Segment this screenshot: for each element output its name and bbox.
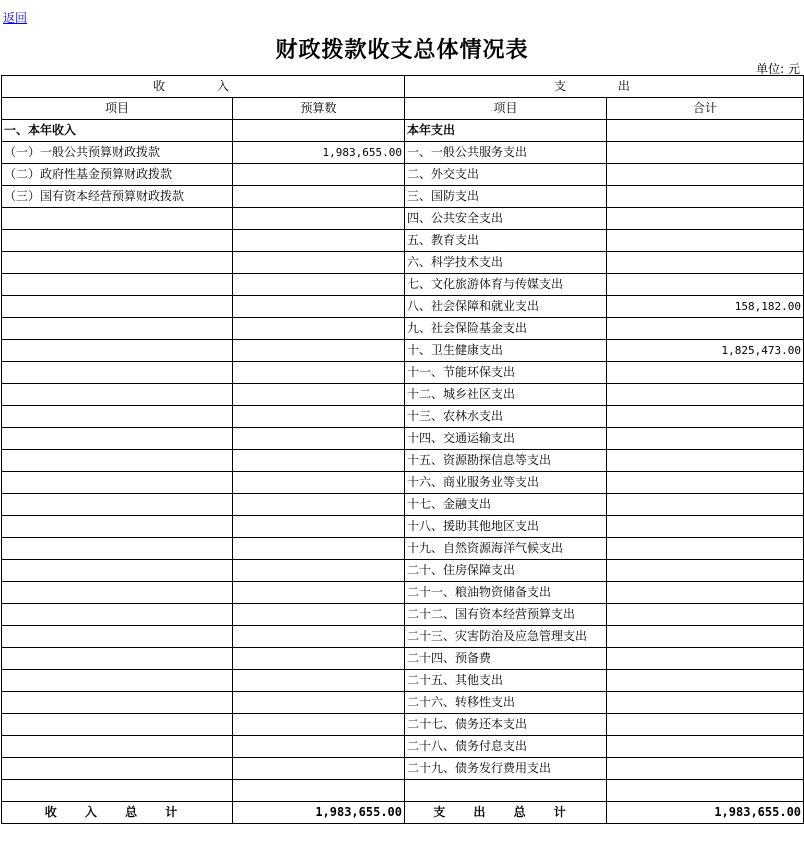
table-row [2,758,804,780]
income-budget-cell [233,362,405,384]
income-budget-cell [233,780,405,802]
income-item-cell [2,516,233,538]
expense-item-cell: 十二、城乡社区支出 [405,384,607,406]
expense-total-cell [607,406,804,428]
income-item-cell: （一）一般公共预算财政拨款 [2,142,233,164]
table-row [2,164,804,186]
expense-item-cell: 二十一、粮油物资储备支出 [405,582,607,604]
income-budget-cell [233,670,405,692]
income-budget-cell [233,736,405,758]
expense-total-cell [607,538,804,560]
income-budget-cell [233,582,405,604]
table-row [2,560,804,582]
table-row [2,252,804,274]
income-item-cell [2,780,233,802]
expense-item-cell: 九、社会保险基金支出 [405,318,607,340]
expense-total-cell [607,120,804,142]
col-header-budget: 预算数 [233,98,405,120]
expense-item-cell: 十九、自然资源海洋气候支出 [405,538,607,560]
income-budget-cell [233,472,405,494]
expense-item-cell: 十八、援助其他地区支出 [405,516,607,538]
table-row [2,736,804,758]
expense-item-cell: 二十五、其他支出 [405,670,607,692]
income-item-cell [2,692,233,714]
income-budget-cell [233,538,405,560]
income-item-cell [2,406,233,428]
income-budget-cell [233,186,405,208]
income-item-cell [2,428,233,450]
expense-total-cell [607,516,804,538]
income-budget-cell [233,164,405,186]
unit-label: 单位: 元 [756,62,800,76]
income-budget-cell [233,626,405,648]
expense-total-cell [607,758,804,780]
expense-item-cell: 二、外交支出 [405,164,607,186]
income-budget-cell [233,714,405,736]
expense-item-cell: 二十九、债务发行费用支出 [405,758,607,780]
table-row [2,318,804,340]
income-item-cell [2,626,233,648]
table-row [2,626,804,648]
expense-total-cell [607,494,804,516]
total-expense-label: 支 出 总 计 [405,802,607,824]
table-row [2,428,804,450]
expense-total-cell [607,560,804,582]
income-item-cell [2,758,233,780]
income-item-cell [2,318,233,340]
income-item-cell [2,538,233,560]
expense-item-cell: 十七、金融支出 [405,494,607,516]
table-row [2,714,804,736]
expense-total-cell [607,648,804,670]
table-row [2,538,804,560]
income-budget-cell [233,758,405,780]
income-item-cell [2,670,233,692]
income-budget-cell [233,296,405,318]
table-row [2,230,804,252]
expense-item-cell: 一、一般公共服务支出 [405,142,607,164]
expense-section-header: 支 出 [405,76,804,98]
income-budget-cell [233,318,405,340]
income-budget-cell [233,384,405,406]
expense-total-cell: 158,182.00 [607,296,804,318]
expense-item-cell: 十六、商业服务业等支出 [405,472,607,494]
income-section-header: 收 入 [2,76,405,98]
expense-item-cell: 本年支出 [405,120,607,142]
income-budget-cell [233,252,405,274]
total-expense-value: 1,983,655.00 [607,802,804,824]
expense-item-cell: 十三、农林水支出 [405,406,607,428]
income-item-cell: （三）国有资本经营预算财政拨款 [2,186,233,208]
expense-total-cell [607,604,804,626]
income-budget-cell [233,406,405,428]
total-income-label: 收 入 总 计 [2,802,233,824]
income-budget-cell [233,428,405,450]
expense-item-cell: 二十、住房保障支出 [405,560,607,582]
expense-total-cell [607,736,804,758]
totals-row [2,802,804,824]
expense-item-cell: 二十四、预备费 [405,648,607,670]
expense-total-cell [607,208,804,230]
back-link[interactable]: 返回 [3,11,28,25]
table-row [2,362,804,384]
expense-total-cell [607,142,804,164]
expense-item-cell: 十五、资源勘探信息等支出 [405,450,607,472]
expense-total-cell [607,318,804,340]
expense-total-cell [607,428,804,450]
income-item-cell [2,560,233,582]
expense-total-cell: 1,825,473.00 [607,340,804,362]
income-budget-cell [233,692,405,714]
income-item-cell [2,582,233,604]
income-item-cell [2,340,233,362]
income-item-cell [2,252,233,274]
table-row [2,186,804,208]
income-item-cell [2,472,233,494]
income-item-cell [2,230,233,252]
expense-total-cell [607,384,804,406]
col-header-total: 合计 [607,98,804,120]
income-budget-cell [233,494,405,516]
income-item-cell [2,362,233,384]
income-item-cell [2,450,233,472]
column-header-row [2,98,804,120]
table-row [2,604,804,626]
expense-total-cell [607,164,804,186]
table-row [2,340,804,362]
income-budget-cell [233,648,405,670]
expense-item-cell: 四、公共安全支出 [405,208,607,230]
expense-item-cell: 十、卫生健康支出 [405,340,607,362]
expense-total-cell [607,450,804,472]
income-item-cell [2,296,233,318]
expense-total-cell [607,670,804,692]
expense-total-cell [607,780,804,802]
income-budget-cell [233,208,405,230]
income-item-cell [2,494,233,516]
expense-total-cell [607,274,804,296]
table-row [2,296,804,318]
table-row [2,516,804,538]
expense-total-cell [607,692,804,714]
expense-item-cell: 七、文化旅游体育与传媒支出 [405,274,607,296]
table-row [2,384,804,406]
section-header-row [2,76,804,98]
expense-item-cell: 六、科学技术支出 [405,252,607,274]
income-budget-cell [233,516,405,538]
expense-item-cell: 三、国防支出 [405,186,607,208]
income-budget-cell [233,450,405,472]
expense-item-cell: 二十六、转移性支出 [405,692,607,714]
table-row [2,494,804,516]
expense-total-cell [607,252,804,274]
income-item-cell [2,736,233,758]
col-header-income-item: 项目 [2,98,233,120]
expense-item-cell: 八、社会保障和就业支出 [405,296,607,318]
income-budget-cell [233,604,405,626]
expense-total-cell [607,626,804,648]
table-row [2,406,804,428]
table-row [2,780,804,802]
income-item-cell: （二）政府性基金预算财政拨款 [2,164,233,186]
income-item-cell [2,274,233,296]
expense-total-cell [607,472,804,494]
expense-total-cell [607,186,804,208]
income-item-cell: 一、本年收入 [2,120,233,142]
income-budget-cell [233,120,405,142]
table-row [2,450,804,472]
expense-item-cell: 二十三、灾害防治及应急管理支出 [405,626,607,648]
income-item-cell [2,604,233,626]
income-budget-cell [233,340,405,362]
income-budget-cell: 1,983,655.00 [233,142,405,164]
expense-item-cell: 二十七、债务还本支出 [405,714,607,736]
table-row [2,274,804,296]
expense-total-cell [607,230,804,252]
table-row [2,648,804,670]
expense-item-cell: 二十二、国有资本经营预算支出 [405,604,607,626]
table-row [2,120,804,142]
table-row [2,208,804,230]
expense-item-cell: 十一、节能环保支出 [405,362,607,384]
table-row [2,692,804,714]
total-income-value: 1,983,655.00 [233,802,405,824]
col-header-expense-item: 项目 [405,98,607,120]
income-item-cell [2,648,233,670]
budget-table [1,75,804,824]
income-item-cell [2,208,233,230]
income-budget-cell [233,274,405,296]
expense-item-cell: 五、教育支出 [405,230,607,252]
income-item-cell [2,384,233,406]
income-item-cell [2,714,233,736]
expense-item-cell: 二十八、债务付息支出 [405,736,607,758]
income-budget-cell [233,560,405,582]
expense-total-cell [607,362,804,384]
table-row [2,582,804,604]
expense-item-cell: 十四、交通运输支出 [405,428,607,450]
table-row [2,142,804,164]
expense-total-cell [607,714,804,736]
expense-item-cell [405,780,607,802]
income-budget-cell [233,230,405,252]
page-title: 财政拨款收支总体情况表 [275,38,529,63]
table-row [2,472,804,494]
expense-total-cell [607,582,804,604]
table-row [2,670,804,692]
